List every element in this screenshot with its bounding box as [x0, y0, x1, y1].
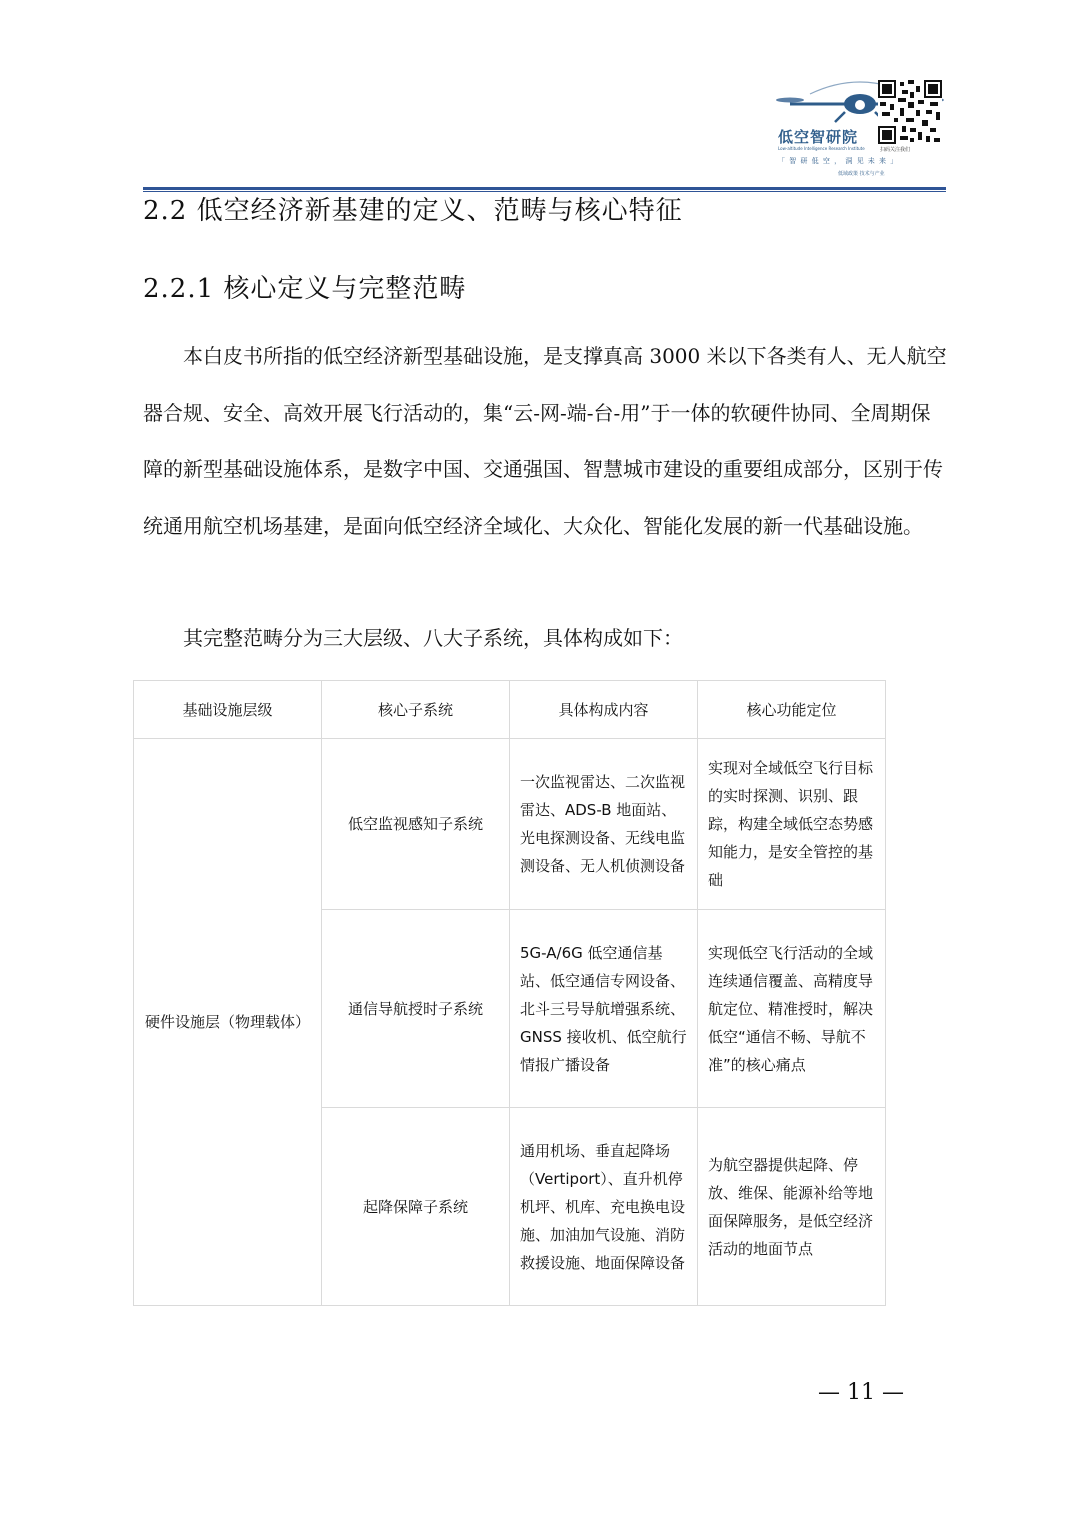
subsystem-cell: 通信导航授时子系统 [322, 910, 510, 1108]
logo-tagline: 低域政策 技术与产业 [838, 171, 885, 177]
content-cell: 通用机场、垂直起降场（Vertiport）、直升机停机坪、机库、充电换电设施、加油加气设施、消防救援设施、地面保障设备 [510, 1108, 698, 1306]
qr-caption: 扫码关注我们 [880, 147, 911, 153]
content-cell: 5G-A/6G 低空通信基站、低空通信专网设备、北斗三号导航增强系统、GNSS 接收机、低空航行情报广播设备 [510, 910, 698, 1108]
logo-subtitle: Low-altitude Intelligence Research Institute [778, 146, 865, 151]
subsystem-cell: 低空监视感知子系统 [322, 739, 510, 910]
content-cell: 一次监视雷达、二次监视雷达、ADS-B 地面站、光电探测设备、无线电监测设备、无人机侦测设备 [510, 739, 698, 910]
table-header-cell: 基础设施层级 [134, 681, 322, 739]
layer-cell: 硬件设施层（物理载体） [134, 739, 322, 1306]
logo-text: 低空智研院 [778, 128, 859, 146]
page-number: — 11 — [818, 1380, 904, 1405]
function-cell: 为航空器提供起降、停放、维保、能源补给等地面保障服务，是低空经济活动的地面节点 [698, 1108, 886, 1306]
subsystem-cell: 起降保障子系统 [322, 1108, 510, 1306]
table-row [134, 739, 886, 910]
function-cell: 实现低空飞行活动的全域连续通信覆盖、高精度导航定位、精准授时，解决低空“通信不畅、导航不准”的核心痛点 [698, 910, 886, 1108]
table-header-cell: 核心功能定位 [698, 681, 886, 739]
infrastructure-table [133, 680, 886, 1306]
qr-code-icon [878, 80, 942, 144]
function-cell: 实现对全域低空飞行目标的实时探测、识别、跟踪，构建全域低空态势感知能力，是安全管控的基础 [698, 739, 886, 910]
body-paragraph: 本白皮书所指的低空经济新型基础设施，是支撑真高 3000 米以下各类有人、无人航空器合规、安全、高效开展飞行活动的，集“云-网-端-台-用”于一体的软硬件协同、全周期保障的新型基础设施体系，是数字中国、交通强国、智慧城市建设的重要组成部分，区别于传统通用航空机场基建，是面向低空经济全域化、大众化、智能化发展的新一代基础设施。 [143, 344, 947, 538]
subsection-heading: 2.2.1 核心定义与完整范畴 [143, 274, 467, 304]
logo-slogan: 「 智 研 低 空 ， 洞 见 未 来 」 [778, 157, 899, 165]
body-paragraph: 其完整范畴分为三大层级、八大子系统，具体构成如下： [183, 626, 683, 650]
table-header-cell: 具体构成内容 [510, 681, 698, 739]
section-heading: 2.2 低空经济新基建的定义、范畴与核心特征 [143, 196, 683, 226]
table-header-row [134, 681, 886, 739]
table-header-cell: 核心子系统 [322, 681, 510, 739]
